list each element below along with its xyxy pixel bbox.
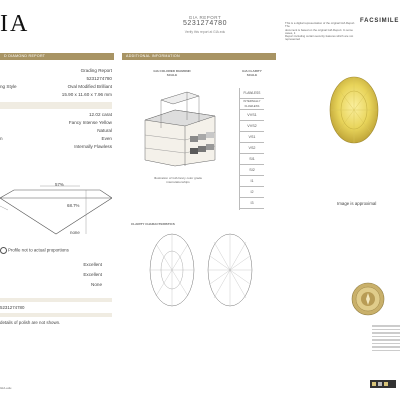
color-scale-caption: Illustration of GIA fancy color grade interrelationships xyxy=(153,176,203,184)
gia-seal-icon xyxy=(351,282,385,316)
result-row: ng Style Oval Modified Brilliant xyxy=(0,84,112,89)
report-header xyxy=(170,15,240,34)
result-row: None xyxy=(91,282,102,287)
verify-text: Verify this report at GIA.edu xyxy=(184,30,226,34)
clarity-grade: VS1 xyxy=(240,132,264,143)
result-row: 15.90 x 11.60 x 7.96 mm xyxy=(61,92,112,97)
culet-size: none xyxy=(70,230,80,235)
clarity-grade: INTERNALLY FLAWLESS xyxy=(240,99,264,110)
grading-results xyxy=(0,68,112,178)
clarity-grade: SI2 xyxy=(240,165,264,176)
clarity-grade: VS2 xyxy=(240,143,264,154)
diamond-image xyxy=(328,75,380,145)
report-number: 5231274780 xyxy=(183,20,227,27)
clarity-scale-title: GIA CLARITY SCALE xyxy=(242,69,262,77)
diamond-profile-icon xyxy=(0,182,112,244)
profile-caption: Profile not to actual proportions xyxy=(0,247,69,254)
gia-logo: IA xyxy=(0,11,30,37)
additional-info-title: ADDITIONAL INFORMATION xyxy=(122,53,276,60)
result-row: 5231274780 xyxy=(86,76,112,81)
result-row: Excellent xyxy=(83,272,102,277)
result-row: n Even xyxy=(0,136,112,141)
clarity-grade: VVS1 xyxy=(240,110,264,121)
clarity-grade: FLAWLESS xyxy=(240,88,264,99)
clarity-characteristics-title: CLARITY CHARACTERISTICS xyxy=(131,222,175,226)
result-row: Fancy Intense Yellow xyxy=(68,120,112,125)
security-features-bar xyxy=(370,380,396,388)
result-row: Grading Report xyxy=(80,68,112,73)
facsimile-title: FACSIMILE xyxy=(360,18,400,24)
colored-diamond-scale-diagram xyxy=(135,88,225,168)
clarity-grade: SI1 xyxy=(240,154,264,165)
result-row: Internally Flawless xyxy=(74,144,112,149)
table-percentage: 57% xyxy=(55,182,64,187)
clarity-grade: I1 xyxy=(240,176,264,187)
oval-plot-icon xyxy=(148,228,258,312)
clarity-grade: VVS2 xyxy=(240,121,264,132)
facsimile-notes: This is a digital representation of the original GIA Report. The document is based on the original GIA Report. In some cases, it Report including certain security features which are not represented xyxy=(285,21,356,42)
proportions-diagram xyxy=(0,182,112,244)
clarity-grade: I2 xyxy=(240,187,264,198)
depth-percentage: 68.7% xyxy=(67,203,80,208)
clarity-plot-diagram xyxy=(148,228,258,312)
footer-link[interactable]: GIA.edu xyxy=(0,386,12,390)
disclaimer-text-block xyxy=(372,325,400,379)
report-label: GIA REPORT xyxy=(188,15,222,20)
result-row: Excellent xyxy=(83,262,102,267)
color-scale-title: GIA COLORED DIAMOND SCALE xyxy=(153,69,191,77)
clarity-grade: I3 xyxy=(240,198,264,209)
comments: details of polish are not shown. xyxy=(0,320,61,325)
image-caption: Image is approximal xyxy=(337,201,377,206)
result-row: 12.02 carat xyxy=(89,112,112,117)
inscription: 5231274780 xyxy=(0,305,25,310)
result-row: Natural xyxy=(97,128,112,133)
left-section-title: D DIAMOND REPORT xyxy=(0,53,114,60)
finish-results xyxy=(0,262,102,292)
color-scale-block-icon xyxy=(135,88,225,168)
